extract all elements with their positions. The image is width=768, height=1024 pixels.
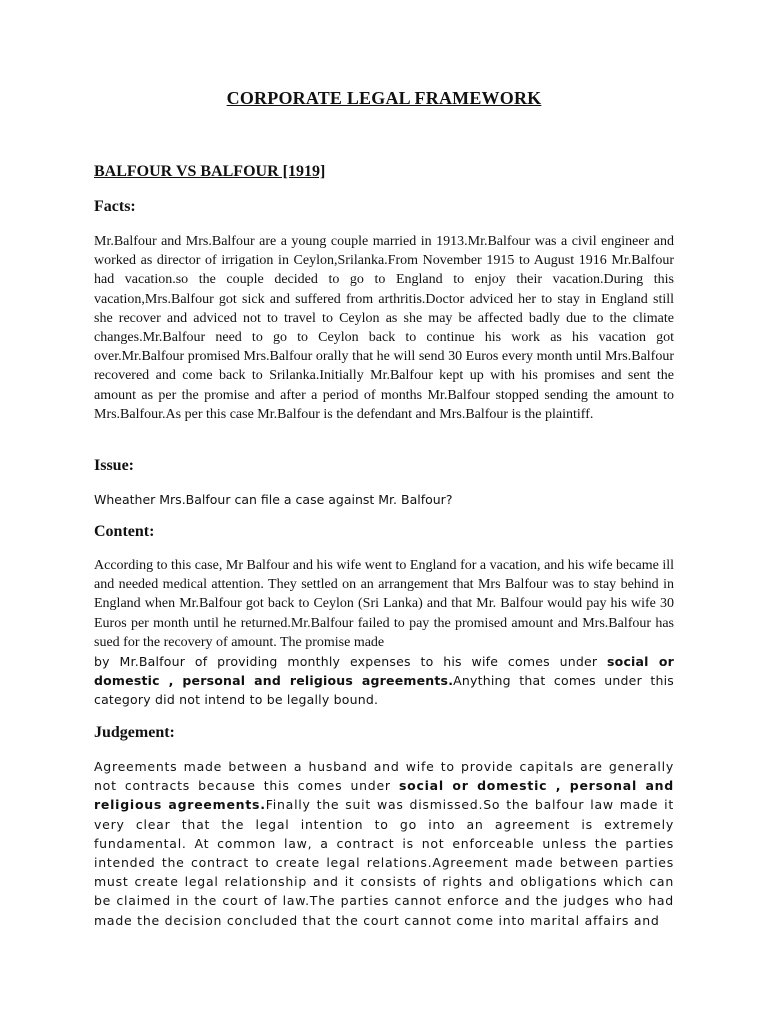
content-paragraph: According to this case, Mr Balfour and his wife went to England for a vacation, and his wife became ill and needed medical attention. They settled on an arrangement that Mrs Balfour was to stay behind in England when Mr.Balfour got back to Ceylon (Sri Lanka) and that Mr. Balfour would pay his wife 30 Euros per month until he returned.Mr.Balfour failed to pay the promised amount and Mrs.Balfour has sued for the recovery of amount. The promise made (94, 558, 674, 650)
facts-heading: Facts: (94, 198, 136, 215)
issue-paragraph: Wheather Mrs.Balfour can file a case against Mr. Balfour? (94, 492, 453, 507)
content-text-part: by Mr.Balfour of providing monthly expenses to his wife comes under (94, 654, 608, 669)
judgement-text-part: Agreements made between a husband and wife to provide capitals are generally not contracts because this comes under (94, 759, 674, 794)
content-emphasis: social or domestic , personal and religious agreements. (94, 654, 674, 689)
judgement-paragraph (94, 757, 674, 930)
issue-heading: Issue: (94, 457, 135, 474)
judgement-emphasis: social or domestic , personal and religious agreements. (94, 778, 675, 813)
content-paragraph-continued (94, 652, 674, 710)
content-heading: Content: (94, 523, 155, 540)
judgement-heading: Judgement: (94, 724, 175, 741)
case-title: BALFOUR VS BALFOUR [1919] (94, 163, 326, 180)
document-title: CORPORATE LEGAL FRAMEWORK (226, 88, 542, 108)
facts-paragraph: Mr.Balfour and Mrs.Balfour are a young couple married in 1913.Mr.Balfour was a civil engineer and worked as director of irrigation in Ceylon,Srilanka.From November 1915 to August 1916 Mr.Balfour had vacation.so the couple decided to go to England to enjoy their vacation.During this vacation,Mrs.Balfour got sick and suffered from arthritis.Doctor adviced her to stay in England still she recover and adviced not to travel to Ceylon as she may be affected badly due to the climate changes.Mr.Balfour need to go to Ceylon back to continue his work as his vacation got over.Mr.Balfour promised Mrs.Balfour orally that he will send 30 Euros every month until Mrs.Balfour recovered and come back to Srilanka.Initially Mr.Balfour kept up with his promises and sent the amount as per the promise and after a period of months Mr.Balfour stopped sending the amount to Mrs.Balfour.As per this case Mr.Balfour is the defendant and Mrs.Balfour is the plaintiff. (94, 234, 674, 422)
content-text-part: Anything that comes under this category did not intend to be legally bound. (94, 673, 674, 708)
judgement-text-part: Finally the suit was dismissed.So the balfour law made it very clear that the legal intention to go into an agreement is extremely fundamental. At common law, a contract is not enforceable unless the parties intended the contract to create legal relations.Agreement made between parties must create legal relationship and it consists of rights and obligations which can be claimed in the court of law.The parties cannot enforce and the judges who had made the decision concluded that the court cannot come into marital affairs and (94, 797, 674, 928)
